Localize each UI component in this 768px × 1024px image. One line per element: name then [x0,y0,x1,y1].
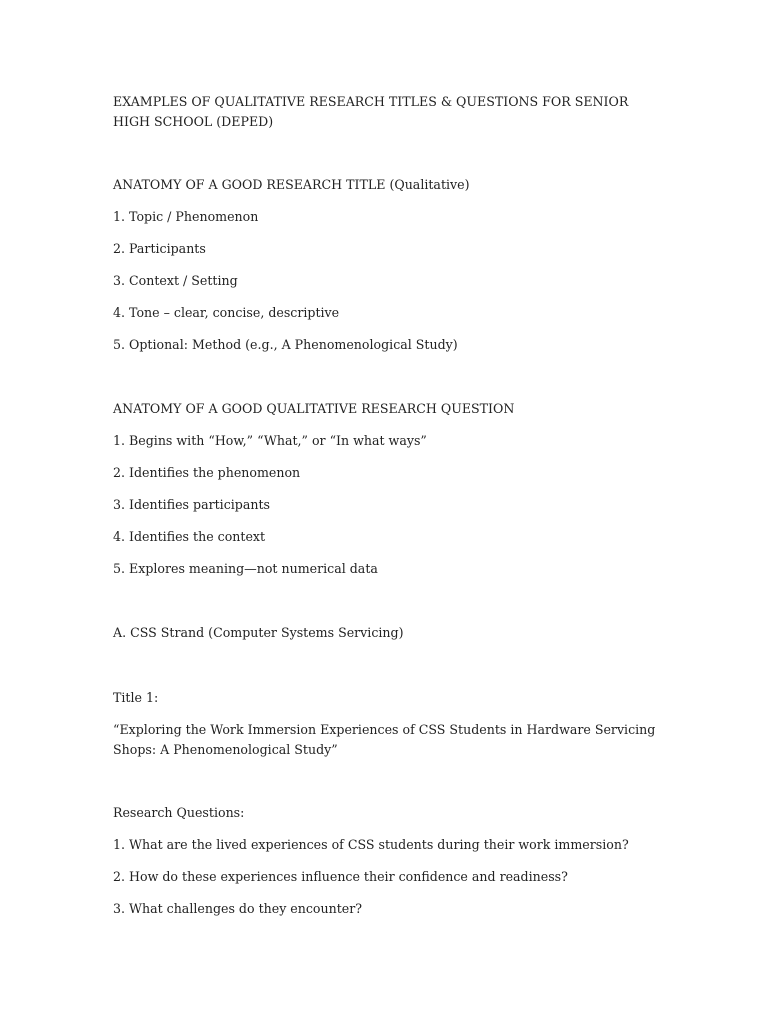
question-anatomy-item: 3. Identifies participants [113,497,270,512]
strand-title-text: “Exploring the Work Immersion Experiences of CSS Students in Hardware Servicing Shops: A Phenomenological Study” [113,722,656,757]
title-anatomy-item: 2. Participants [113,241,206,256]
title-anatomy-heading: ANATOMY OF A GOOD RESEARCH TITLE (Qualitative) [113,177,470,192]
question-anatomy-item: 4. Identifies the context [113,529,266,544]
research-question: 2. How do these experiences influence their confidence and readiness? [113,869,568,884]
question-anatomy-heading: ANATOMY OF A GOOD QUALITATIVE RESEARCH QUESTION [113,401,515,416]
title-anatomy-item: 4. Tone – clear, concise, descriptive [113,305,340,320]
strand-title-label: Title 1: [113,690,159,705]
research-question: 3. What challenges do they encounter? [113,901,363,916]
research-question: 1. What are the lived experiences of CSS students during their work immersion? [113,837,629,852]
question-anatomy-item: 1. Begins with “How,” “What,” or “In what ways” [113,433,427,448]
strand-heading: A. CSS Strand (Computer Systems Servicing) [113,625,404,640]
question-anatomy-item: 2. Identifies the phenomenon [113,465,301,480]
research-questions-label: Research Questions: [113,805,245,820]
document-title: EXAMPLES OF QUALITATIVE RESEARCH TITLES & QUESTIONS FOR SENIOR HIGH SCHOOL (DEPED) [113,94,629,129]
title-anatomy-item: 5. Optional: Method (e.g., A Phenomenological Study) [113,337,458,352]
question-anatomy-item: 5. Explores meaning—not numerical data [113,561,378,576]
title-anatomy-item: 3. Context / Setting [113,273,238,288]
title-anatomy-item: 1. Topic / Phenomenon [113,209,259,224]
